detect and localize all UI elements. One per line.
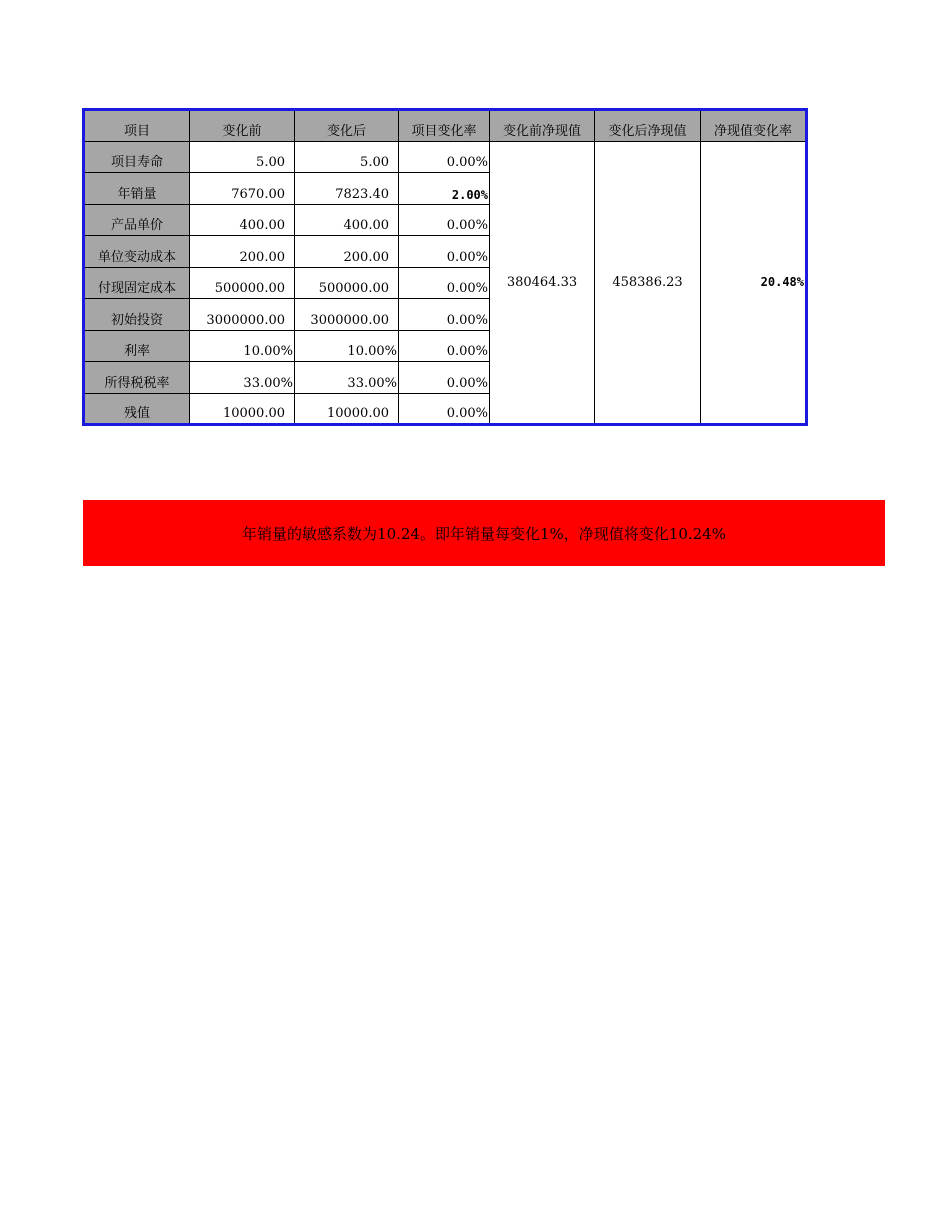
cell-change-rate[interactable]: 0.00% xyxy=(399,236,490,268)
header-item-change-rate[interactable]: 项目变化率 xyxy=(399,110,490,142)
cell-before[interactable]: 200.00 xyxy=(190,236,295,268)
cell-change-rate[interactable]: 0.00% xyxy=(399,204,490,236)
cell-before[interactable]: 10.00% xyxy=(190,330,295,362)
cell-after[interactable]: 500000.00 xyxy=(295,267,399,299)
cell-change-rate[interactable]: 0.00% xyxy=(399,362,490,394)
row-label[interactable]: 项目寿命 xyxy=(84,141,190,173)
cell-change-rate[interactable]: 0.00% xyxy=(399,330,490,362)
header-npv-change-rate[interactable]: 净现值变化率 xyxy=(701,110,807,142)
header-item[interactable]: 项目 xyxy=(84,110,190,142)
sensitivity-note-text: 年销量的敏感系数为10.24。即年销量每变化1%，净现值将变化10.24% xyxy=(242,524,726,543)
header-before[interactable]: 变化前 xyxy=(190,110,295,142)
header-row xyxy=(84,110,807,142)
header-after[interactable]: 变化后 xyxy=(295,110,399,142)
cell-before[interactable]: 7670.00 xyxy=(190,173,295,205)
cell-before[interactable]: 5.00 xyxy=(190,141,295,173)
row-label[interactable]: 年销量 xyxy=(84,173,190,205)
cell-npv-change-rate[interactable]: 20.48% xyxy=(701,141,807,425)
cell-after[interactable]: 5.00 xyxy=(295,141,399,173)
row-label[interactable]: 所得税税率 xyxy=(84,362,190,394)
cell-npv-before[interactable]: 380464.33 xyxy=(490,141,595,425)
row-label[interactable]: 初始投资 xyxy=(84,299,190,331)
sensitivity-table xyxy=(82,108,808,426)
cell-change-rate[interactable]: 2.00% xyxy=(399,173,490,205)
row-label[interactable]: 残值 xyxy=(84,393,190,425)
header-npv-after[interactable]: 变化后净现值 xyxy=(595,110,701,142)
cell-after[interactable]: 7823.40 xyxy=(295,173,399,205)
header-npv-before[interactable]: 变化前净现值 xyxy=(490,110,595,142)
table-row xyxy=(84,141,807,173)
row-label[interactable]: 付现固定成本 xyxy=(84,267,190,299)
cell-before[interactable]: 33.00% xyxy=(190,362,295,394)
cell-change-rate[interactable]: 0.00% xyxy=(399,141,490,173)
row-label[interactable]: 利率 xyxy=(84,330,190,362)
row-label[interactable]: 产品单价 xyxy=(84,204,190,236)
row-label[interactable]: 单位变动成本 xyxy=(84,236,190,268)
cell-after[interactable]: 3000000.00 xyxy=(295,299,399,331)
sensitivity-note-banner[interactable] xyxy=(83,500,885,566)
cell-before[interactable]: 10000.00 xyxy=(190,393,295,425)
cell-after[interactable]: 400.00 xyxy=(295,204,399,236)
cell-after[interactable]: 200.00 xyxy=(295,236,399,268)
cell-after[interactable]: 10.00% xyxy=(295,330,399,362)
cell-change-rate[interactable]: 0.00% xyxy=(399,299,490,331)
cell-change-rate[interactable]: 0.00% xyxy=(399,267,490,299)
cell-before[interactable]: 500000.00 xyxy=(190,267,295,299)
cell-after[interactable]: 33.00% xyxy=(295,362,399,394)
cell-before[interactable]: 400.00 xyxy=(190,204,295,236)
cell-npv-after[interactable]: 458386.23 xyxy=(595,141,701,425)
cell-change-rate[interactable]: 0.00% xyxy=(399,393,490,425)
cell-after[interactable]: 10000.00 xyxy=(295,393,399,425)
cell-before[interactable]: 3000000.00 xyxy=(190,299,295,331)
